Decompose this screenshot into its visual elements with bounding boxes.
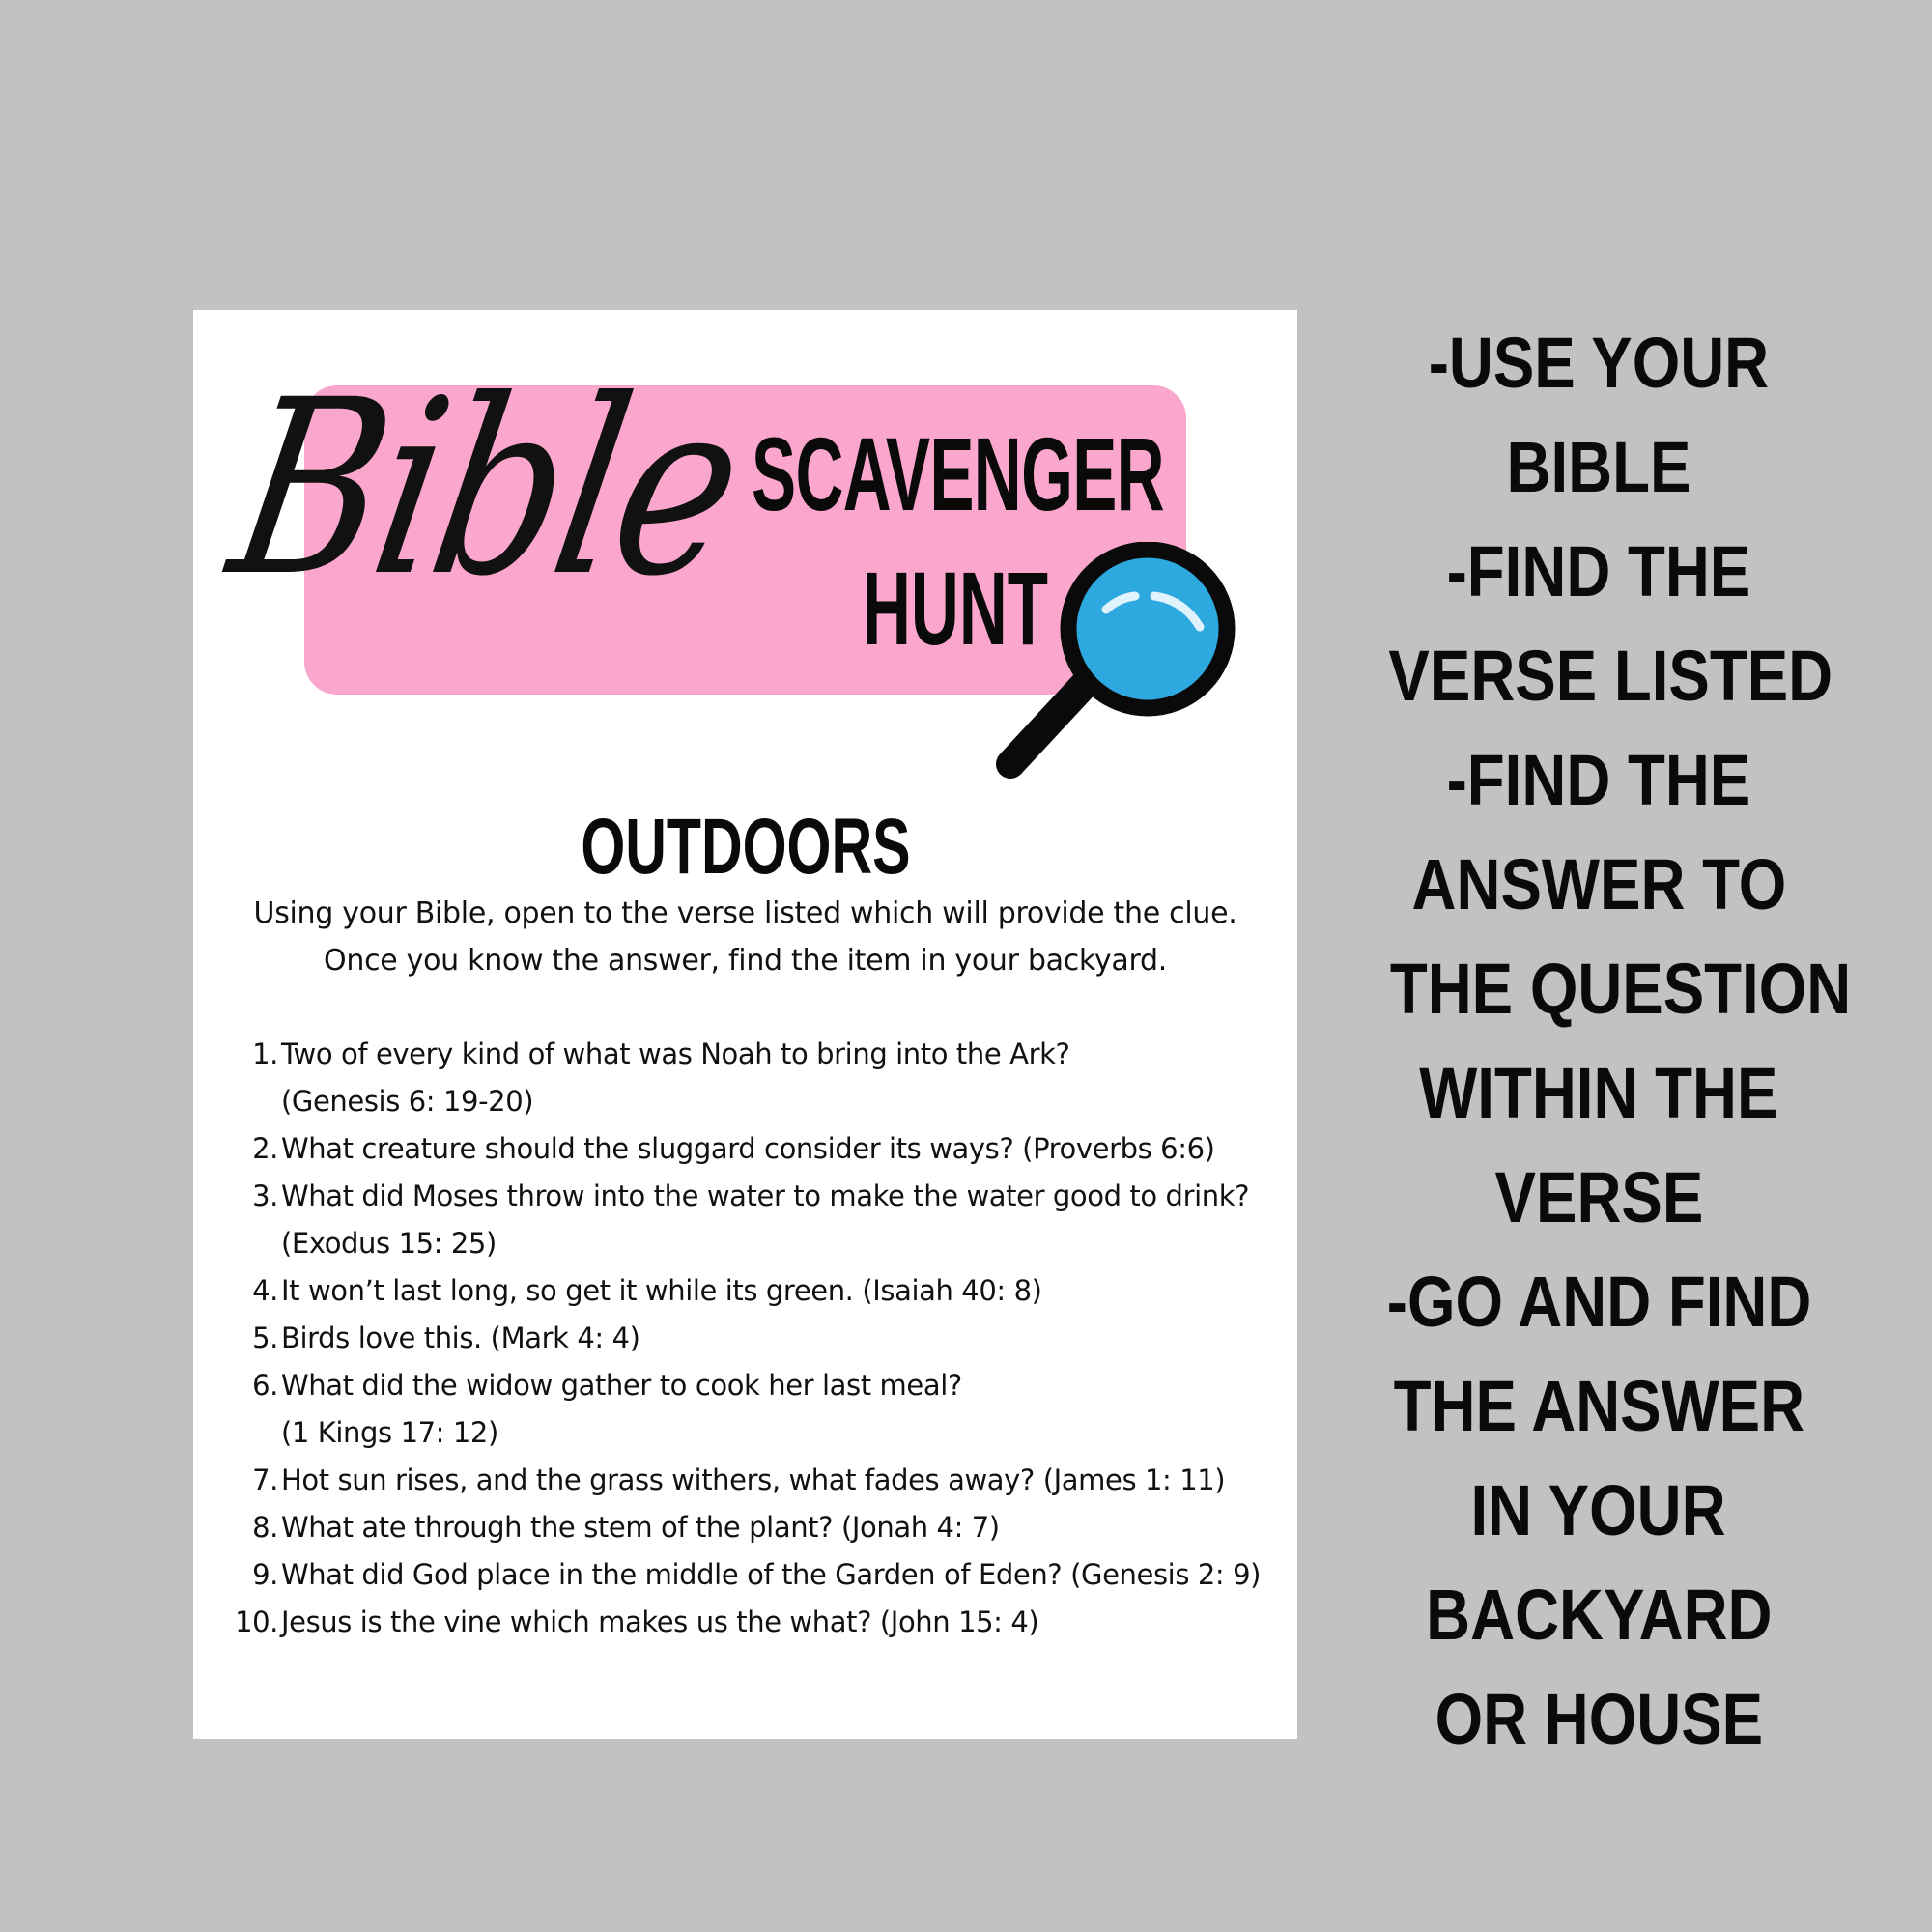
instruction-line-text: BIBLE	[1506, 427, 1691, 507]
question-item	[232, 1125, 1285, 1173]
question-item	[232, 1173, 1285, 1267]
question-number: 5.	[252, 1321, 278, 1354]
instruction-line	[1352, 1354, 1845, 1459]
instruction-line-text: BACKYARD	[1425, 1575, 1773, 1655]
instruction-line	[1352, 1250, 1845, 1354]
instruction-line	[1352, 415, 1845, 520]
question-text: Hot sun rises, and the grass withers, what fades away? (James 1: 11)	[281, 1463, 1226, 1496]
instruction-line	[1352, 1041, 1845, 1146]
instruction-line-text: VERSE LISTED	[1388, 636, 1833, 716]
question-item	[232, 1031, 1285, 1125]
question-item	[232, 1551, 1285, 1599]
question-number: 7.	[252, 1463, 278, 1496]
question-number: 8.	[252, 1511, 278, 1544]
question-reference: (Genesis 6: 19-20)	[281, 1085, 534, 1118]
section-heading-text: OUTDOORS	[580, 803, 911, 891]
question-reference: (Exodus 15: 25)	[281, 1227, 497, 1260]
instruction-line-text: -USE YOUR	[1428, 323, 1770, 403]
question-number: 1.	[252, 1037, 278, 1070]
instruction-line	[1352, 937, 1852, 1041]
question-list	[232, 1031, 1285, 1646]
section-heading	[193, 803, 1297, 891]
question-text: Jesus is the vine which makes us the what? (John 15: 4)	[281, 1605, 1039, 1638]
question-item	[232, 1504, 1285, 1551]
instruction-line-text: WITHIN THE	[1419, 1053, 1778, 1133]
question-reference: (1 Kings 17: 12)	[281, 1416, 498, 1449]
question-number: 10.	[235, 1605, 278, 1638]
question-item	[232, 1315, 1285, 1362]
instruction-line-text: -FIND THE	[1446, 740, 1751, 820]
title-hunt: HUNT	[863, 550, 1048, 667]
worksheet-page	[193, 310, 1297, 1739]
instruction-line	[1352, 1459, 1845, 1563]
question-text: What ate through the stem of the plant? (Jonah 4: 7)	[281, 1511, 1000, 1544]
instruction-line	[1352, 1563, 1845, 1667]
question-item	[232, 1457, 1285, 1504]
instruction-line	[1352, 728, 1845, 833]
question-text: What did God place in the middle of the Garden of Eden? (Genesis 2: 9)	[281, 1558, 1262, 1591]
question-text: Two of every kind of what was Noah to bring into the Ark?	[281, 1037, 1070, 1070]
title-scavenger: SCAVENGER	[752, 415, 1164, 532]
question-number: 6.	[252, 1369, 278, 1402]
question-text: What creature should the sluggard consider its ways? (Proverbs 6:6)	[281, 1132, 1215, 1165]
question-text: Birds love this. (Mark 4: 4)	[281, 1321, 640, 1354]
instruction-line	[1352, 311, 1845, 415]
instruction-line	[1352, 520, 1845, 624]
title-block	[193, 310, 1297, 851]
instruction-line	[1352, 1146, 1845, 1250]
instruction-line	[1352, 1667, 1845, 1772]
instruction-line-text: IN YOUR	[1470, 1470, 1727, 1550]
instruction-line-text: THE ANSWER	[1393, 1366, 1804, 1446]
question-text: It won’t last long, so get it while its green. (Isaiah 40: 8)	[281, 1274, 1042, 1307]
question-item	[232, 1362, 1285, 1457]
instruction-line-text: THE QUESTION	[1389, 949, 1852, 1029]
instruction-line-text: -FIND THE	[1446, 531, 1751, 611]
question-item	[232, 1267, 1285, 1315]
question-text: What did Moses throw into the water to make the water good to drink?	[281, 1179, 1250, 1212]
question-number: 3.	[252, 1179, 278, 1212]
instruction-line-text: VERSE	[1494, 1157, 1703, 1237]
magnifying-glass-icon	[976, 542, 1265, 832]
question-number: 2.	[252, 1132, 278, 1165]
question-number: 9.	[252, 1558, 278, 1591]
question-number: 4.	[252, 1274, 278, 1307]
intro-paragraph: Using your Bible, open to the verse listed which will provide the clue. Once you know the answer, find the item in your backyard.	[253, 896, 1237, 978]
instruction-line	[1352, 833, 1845, 937]
question-text: What did the widow gather to cook her last meal?	[281, 1369, 962, 1402]
question-item	[232, 1599, 1285, 1646]
instructions-panel	[1352, 311, 1852, 1772]
instruction-line	[1352, 624, 1845, 728]
title-script-bible: Bible	[214, 348, 757, 629]
instruction-line-text: ANSWER TO	[1411, 844, 1786, 924]
instruction-line-text: OR HOUSE	[1435, 1679, 1763, 1759]
instruction-line-text: -GO AND FIND	[1386, 1262, 1812, 1342]
